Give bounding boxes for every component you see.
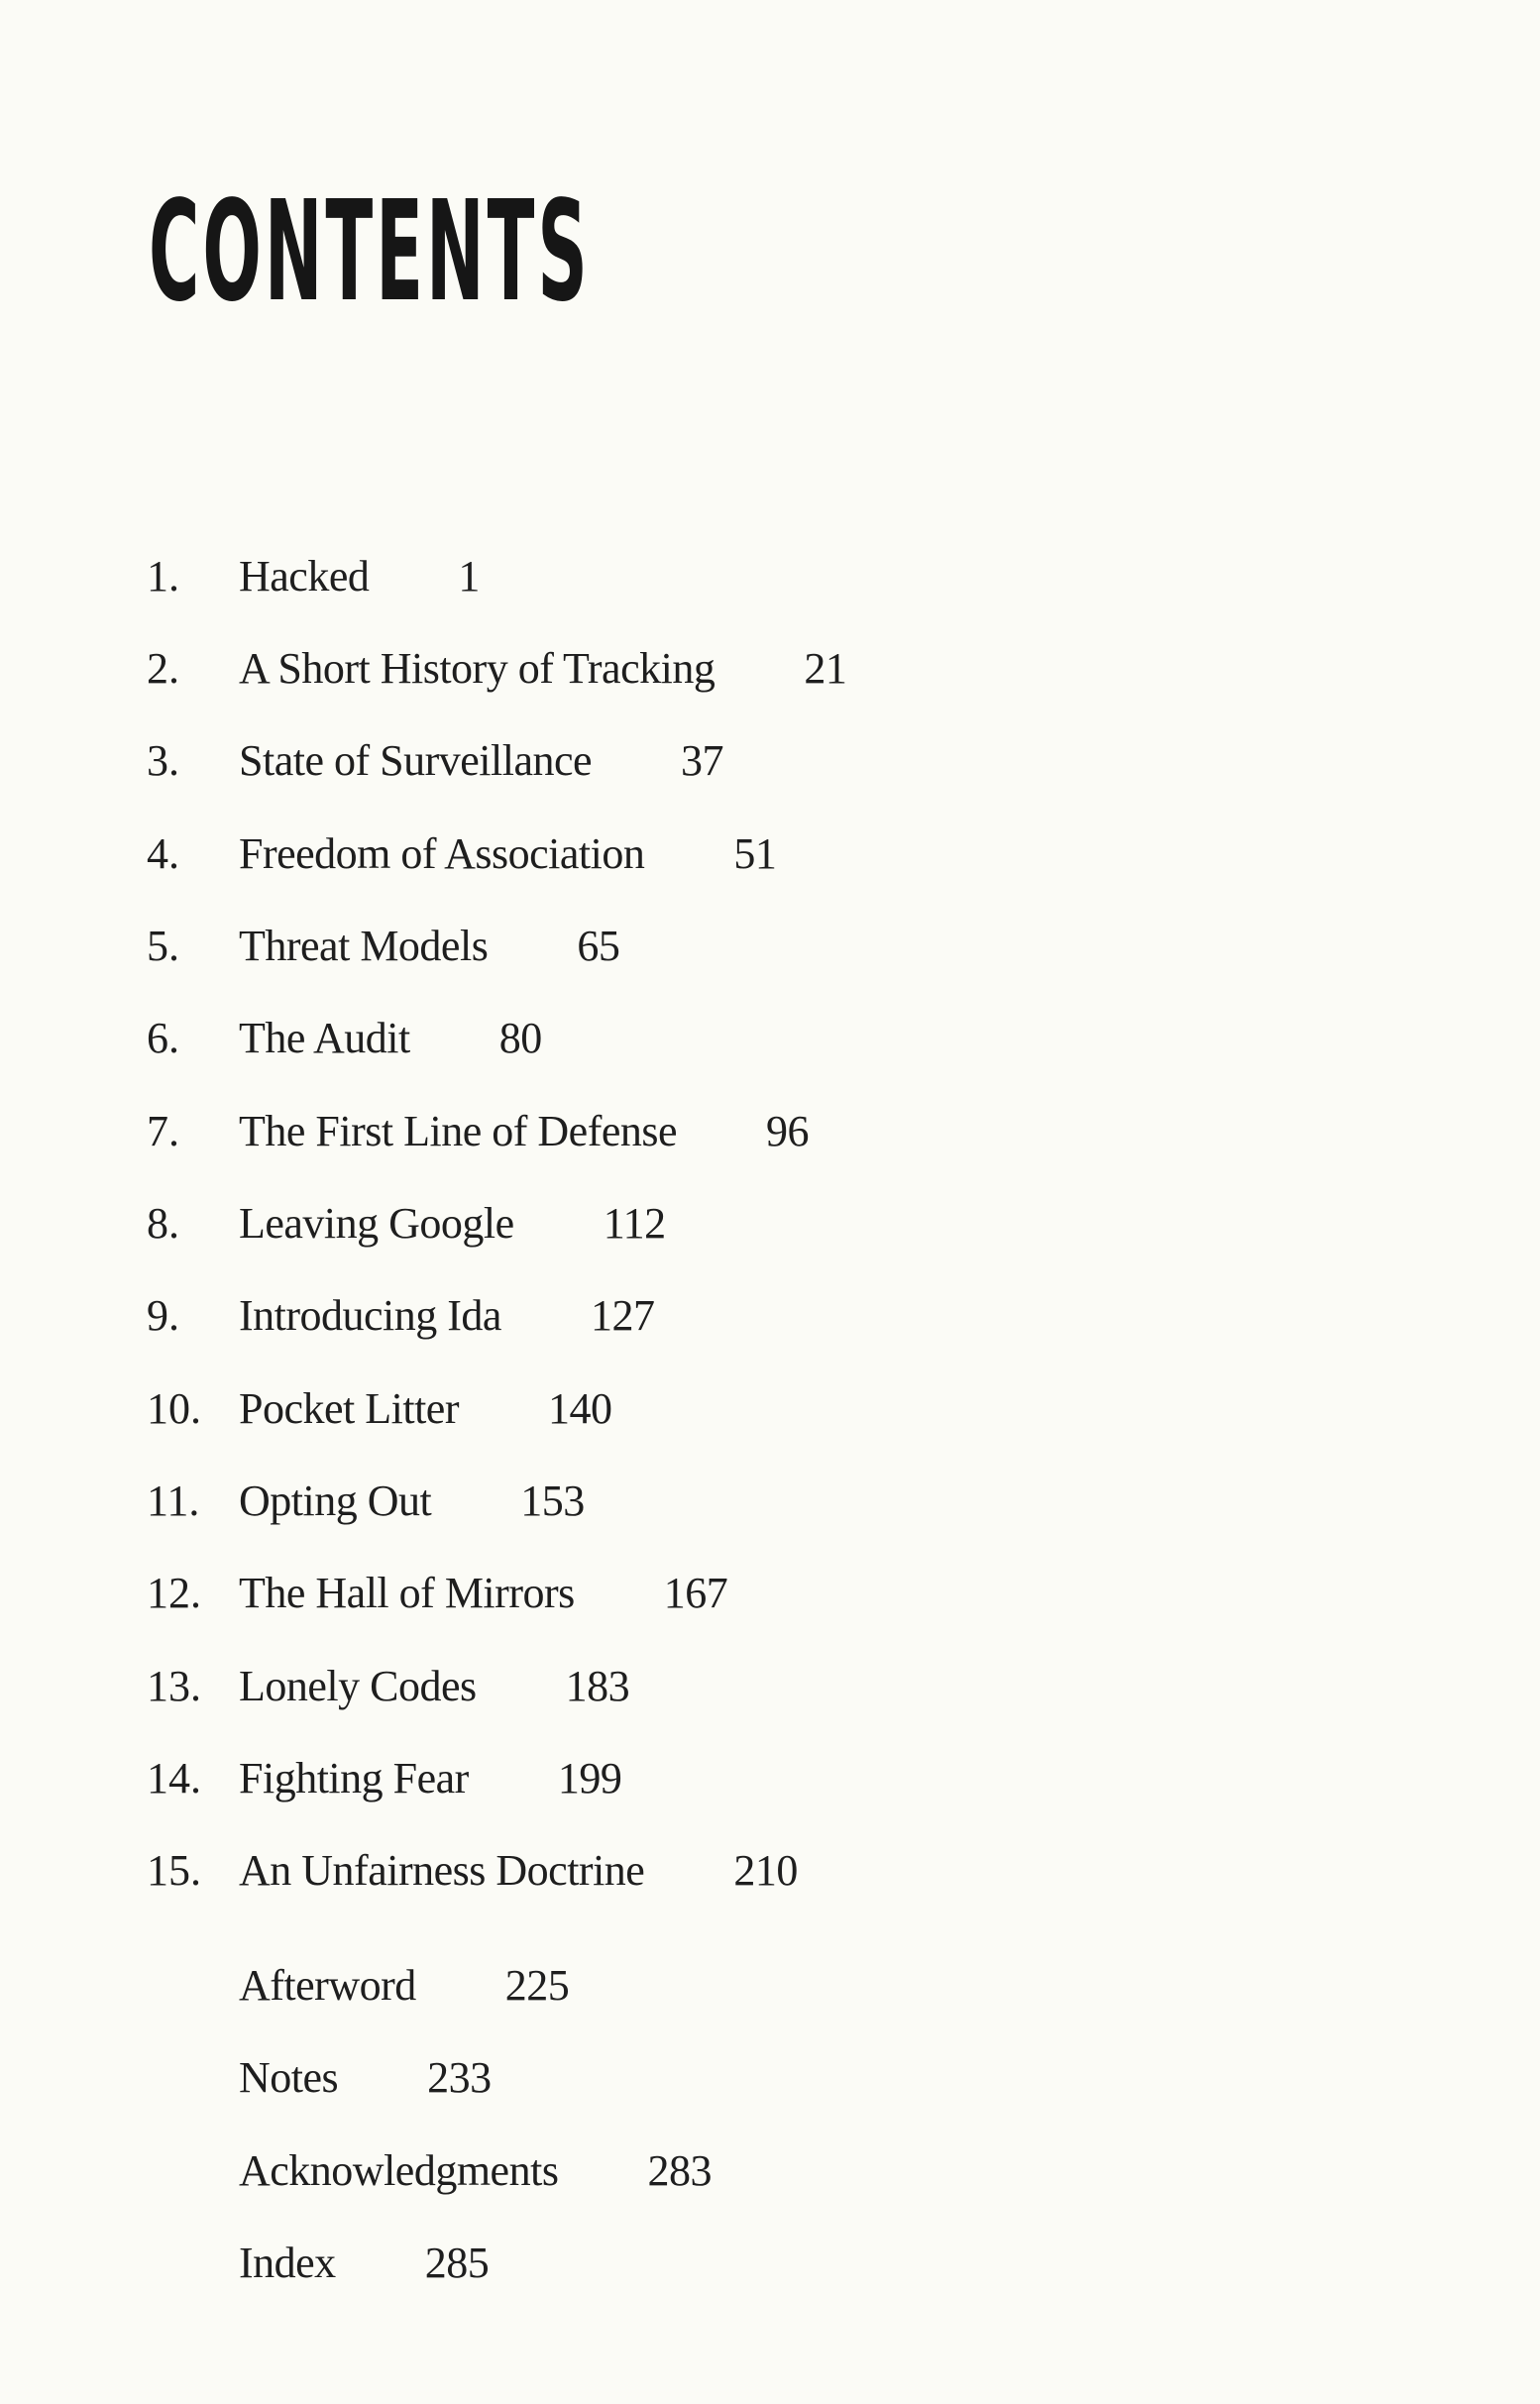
chapter-number: 2. — [147, 644, 179, 693]
back-matter-line — [239, 2234, 489, 2293]
chapter-number: 13. — [147, 1662, 201, 1710]
chapter-line — [239, 1841, 798, 1901]
toc-entry — [0, 639, 1540, 699]
chapter-line — [239, 731, 723, 791]
chapter-line — [239, 1749, 621, 1808]
chapter-number: 7. — [147, 1107, 179, 1155]
toc-entry — [0, 1194, 1540, 1254]
back-matter-line — [239, 2048, 492, 2108]
chapter-number: 12. — [147, 1569, 201, 1617]
page-number: 112 — [603, 1199, 666, 1248]
toc-entry — [0, 917, 1540, 976]
page-number: 80 — [498, 1014, 542, 1062]
chapter-title: The Hall of Mirrors — [239, 1569, 575, 1617]
chapter-line — [239, 1009, 542, 1068]
chapter-number: 4. — [147, 829, 179, 878]
toc-entry — [0, 824, 1540, 884]
toc-entry — [0, 1841, 1540, 1901]
chapter-number: 1. — [147, 552, 179, 601]
page-number: 153 — [520, 1476, 585, 1525]
chapter-line — [239, 1194, 666, 1254]
back-matter-entry — [0, 2234, 1540, 2293]
page-number: 210 — [733, 1846, 798, 1895]
chapter-title: State of Surveillance — [239, 736, 593, 785]
back-matter-title: Acknowledgments — [239, 2146, 559, 2195]
chapter-number: 10. — [147, 1384, 201, 1433]
chapter-title: The First Line of Defense — [239, 1107, 678, 1155]
page-number: 183 — [565, 1662, 630, 1710]
page-number: 127 — [590, 1291, 655, 1340]
chapter-number: 3. — [147, 736, 179, 785]
chapter-number: 5. — [147, 922, 179, 970]
toc-entry — [0, 547, 1540, 606]
back-matter-entry — [0, 1956, 1540, 2016]
chapter-number: 14. — [147, 1754, 201, 1803]
chapter-title: Lonely Codes — [239, 1662, 477, 1710]
toc-entry — [0, 1564, 1540, 1623]
toc-entry — [0, 1472, 1540, 1531]
back-matter-entry — [0, 2048, 1540, 2108]
chapter-title: Opting Out — [239, 1476, 432, 1525]
chapter-line — [239, 1657, 629, 1716]
chapter-number: 15. — [147, 1846, 201, 1895]
chapter-number: 6. — [147, 1014, 179, 1062]
chapter-line — [239, 639, 846, 699]
page-number: 233 — [427, 2053, 492, 2102]
back-matter-line — [239, 2141, 712, 2201]
chapter-title: Hacked — [239, 552, 370, 601]
toc-entry — [0, 1286, 1540, 1346]
toc-entry — [0, 1749, 1540, 1808]
page-number: 65 — [577, 922, 620, 970]
back-matter-title: Notes — [239, 2053, 339, 2102]
chapter-line — [239, 1472, 585, 1531]
chapter-title: Freedom of Association — [239, 829, 645, 878]
chapter-title: Leaving Google — [239, 1199, 514, 1248]
toc-entry — [0, 731, 1540, 791]
chapter-line — [239, 917, 619, 976]
chapter-line — [239, 547, 480, 606]
chapter-line — [239, 1379, 612, 1439]
chapter-line — [239, 824, 776, 884]
page-number: 21 — [804, 644, 847, 693]
page-number: 199 — [557, 1754, 622, 1803]
page-number: 51 — [733, 829, 777, 878]
chapter-line — [239, 1102, 809, 1161]
back-matter-line — [239, 1956, 569, 2016]
chapter-title: Threat Models — [239, 922, 489, 970]
chapter-title: Pocket Litter — [239, 1384, 459, 1433]
toc-entry — [0, 1009, 1540, 1068]
page-title: CONTENTS — [149, 171, 591, 333]
page-number: 96 — [766, 1107, 810, 1155]
chapter-title: The Audit — [239, 1014, 410, 1062]
chapter-title: Introducing Ida — [239, 1291, 501, 1340]
chapter-line — [239, 1286, 654, 1346]
back-matter-title: Index — [239, 2239, 336, 2287]
page-number: 37 — [681, 736, 724, 785]
page-number: 167 — [663, 1569, 728, 1617]
toc-entry — [0, 1657, 1540, 1716]
back-matter-entry — [0, 2141, 1540, 2201]
chapter-title: A Short History of Tracking — [239, 644, 715, 693]
toc-entry — [0, 1379, 1540, 1439]
chapter-title: An Unfairness Doctrine — [239, 1846, 645, 1895]
back-matter-title: Afterword — [239, 1961, 416, 2010]
chapter-number: 8. — [147, 1199, 179, 1248]
page-number: 225 — [504, 1961, 570, 2010]
page-number: 140 — [548, 1384, 612, 1433]
page-number: 285 — [424, 2239, 490, 2287]
chapter-number: 11. — [147, 1476, 200, 1525]
toc-entry — [0, 1102, 1540, 1161]
page-number: 283 — [647, 2146, 712, 2195]
page-number: 1 — [458, 552, 480, 601]
chapter-line — [239, 1564, 727, 1623]
chapter-title: Fighting Fear — [239, 1754, 469, 1803]
chapter-number: 9. — [147, 1291, 179, 1340]
